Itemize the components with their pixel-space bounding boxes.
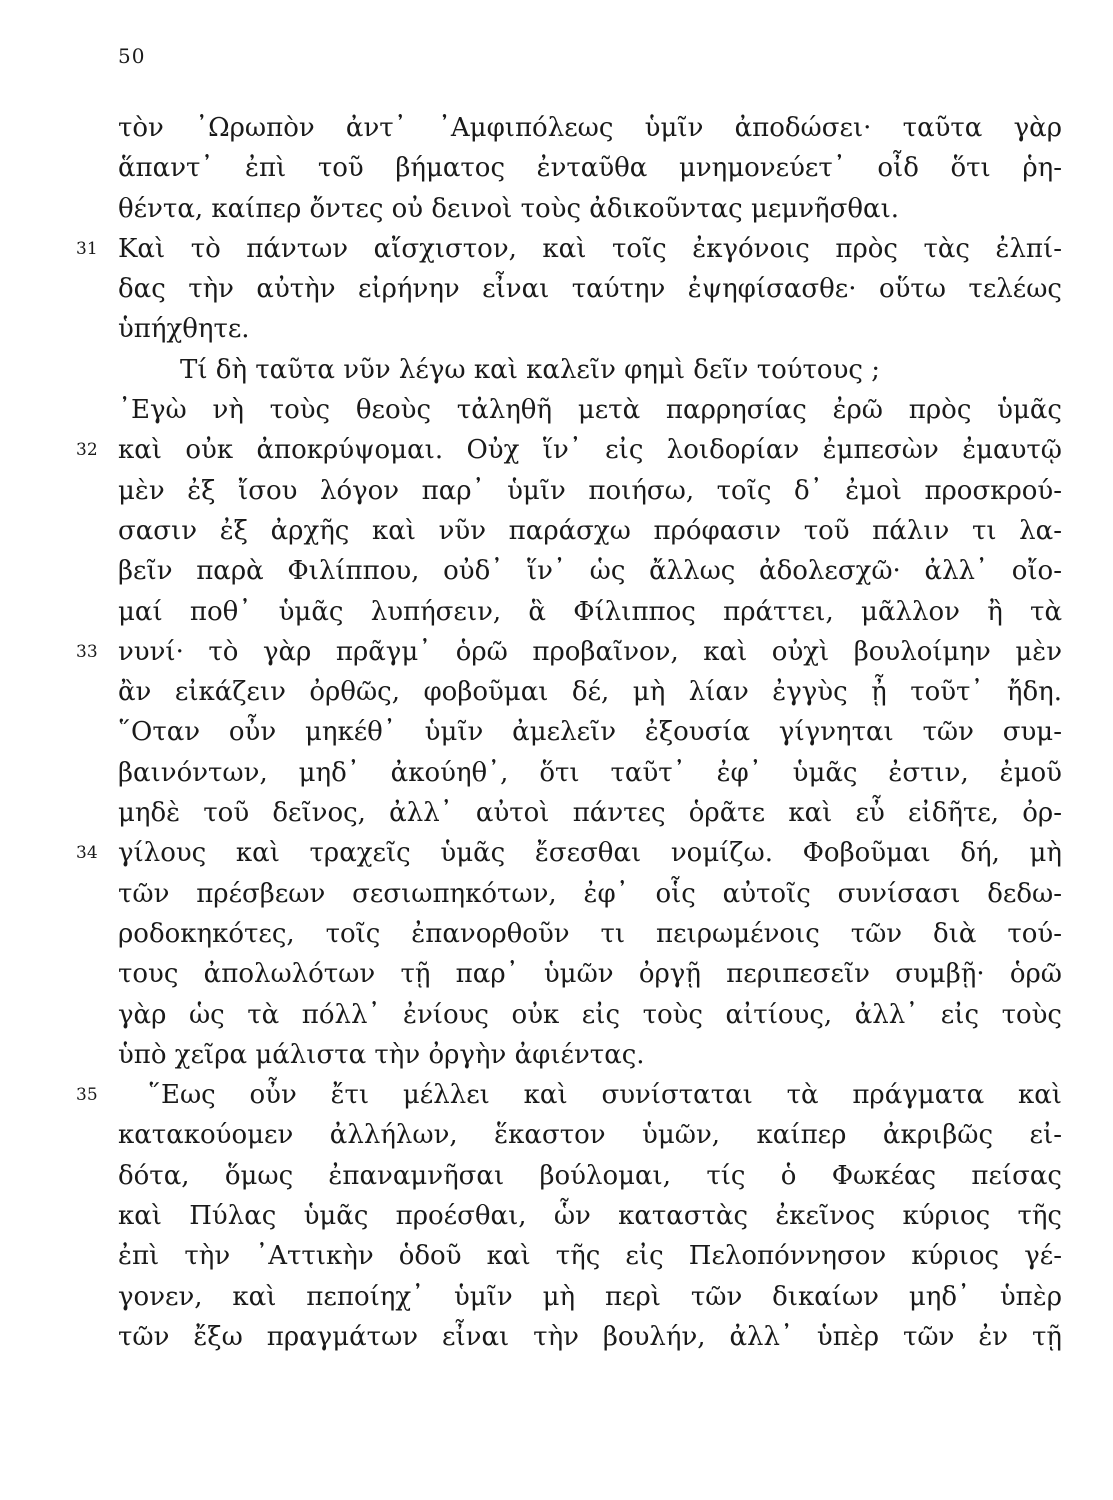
text-line xyxy=(0,833,1113,873)
text-line xyxy=(0,753,1113,793)
text-line xyxy=(0,1156,1113,1196)
text-line xyxy=(0,874,1113,914)
section-number: 35 xyxy=(76,1085,98,1106)
line-text: καὶ Πύλας ὑμᾶς προέσθαι, ὧν καταστὰς ἐκεῖνος κύριος τῆς xyxy=(118,1201,1062,1232)
line-text: μὲν ἐξ ἴσου λόγον παρ᾿ ὑμῖν ποιήσω, τοῖς δ᾿ ἐμοὶ προσκρού- xyxy=(118,475,1062,506)
text-line xyxy=(0,511,1113,551)
text-line xyxy=(0,229,1113,269)
line-text: ὑπήχθητε. xyxy=(118,314,250,345)
text-line xyxy=(0,350,1113,390)
text-line xyxy=(0,1075,1113,1115)
line-text: ῞Οταν οὖν μηκέθ᾿ ὑμῖν ἀμελεῖν ἐξουσία γίγνηται τῶν συμ- xyxy=(118,717,1062,748)
text-line xyxy=(0,712,1113,752)
line-text: ᾿Εγὼ νὴ τοὺς θεοὺς τἀληθῆ μετὰ παρρησίας ἐρῶ πρὸς ὑμᾶς xyxy=(118,395,1062,426)
text-line xyxy=(0,1035,1113,1075)
line-text: Καὶ τὸ πάντων αἴσχιστον, καὶ τοῖς ἐκγόνοις πρὸς τὰς ἐλπί- xyxy=(118,233,1062,264)
line-text: ἐπὶ τὴν ᾿Αττικὴν ὁδοῦ καὶ τῆς εἰς Πελοπόννησον κύριος γέ- xyxy=(118,1241,1062,1272)
text-line xyxy=(0,551,1113,591)
line-text: καὶ οὐκ ἀποκρύψομαι. Οὐχ ἵν᾿ εἰς λοιδορίαν ἐμπεσὼν ἐμαυτῷ xyxy=(118,435,1062,466)
text-line xyxy=(0,672,1113,712)
text-line xyxy=(0,430,1113,470)
line-text: δότα, ὅμως ἐπαναμνῆσαι βούλομαι, τίς ὁ Φωκέας πείσας xyxy=(118,1160,1062,1191)
text-line xyxy=(0,1236,1113,1276)
text-line xyxy=(0,309,1113,349)
text-line xyxy=(0,954,1113,994)
text-line xyxy=(0,1317,1113,1357)
text-line xyxy=(0,592,1113,632)
line-text: μηδὲ τοῦ δεῖνος, ἀλλ᾿ αὐτοὶ πάντες ὁρᾶτε καὶ εὖ εἰδῆτε, ὀρ- xyxy=(118,798,1062,829)
line-text: γίλους καὶ τραχεῖς ὑμᾶς ἔσεσθαι νομίζω. Φοβοῦμαι δή, μὴ xyxy=(118,838,1062,869)
section-number: 32 xyxy=(76,440,98,461)
line-text: ἅπαντ᾿ ἐπὶ τοῦ βήματος ἐνταῦθα μνημονεύετ᾿ οἶδ ὅτι ῥη- xyxy=(118,153,1062,184)
section-number: 33 xyxy=(76,641,98,662)
text-line xyxy=(0,269,1113,309)
text-line xyxy=(0,148,1113,188)
line-text: ῞Εως οὖν ἔτι μέλλει καὶ συνίσταται τὰ πράγματα καὶ xyxy=(148,1080,1062,1111)
line-text: τὸν ᾿Ωρωπὸν ἀντ᾿ ᾿Αμφιπόλεως ὑμῖν ἀποδώσει· ταῦτα γὰρ xyxy=(118,113,1062,143)
line-text: ὑπὸ χεῖρα μάλιστα τὴν ὀργὴν ἀφιέντας. xyxy=(118,1039,645,1070)
text-line xyxy=(0,1115,1113,1155)
page-number: 50 xyxy=(118,44,146,68)
line-text: σασιν ἐξ ἀρχῆς καὶ νῦν παράσχω πρόφασιν τοῦ πάλιν τι λα- xyxy=(118,515,1062,546)
line-text: θέντα, καίπερ ὄντες οὐ δεινοὶ τοὺς ἀδικοῦντας μεμνῆσθαι. xyxy=(118,193,900,224)
line-text: μαί ποθ᾿ ὑμᾶς λυπήσειν, ἃ Φίλιππος πράττει, μᾶλλον ἢ τὰ xyxy=(118,596,1062,627)
text-line xyxy=(0,390,1113,430)
text-line xyxy=(0,995,1113,1035)
section-number: 34 xyxy=(76,843,98,864)
text-line xyxy=(0,1277,1113,1317)
line-text: δας τὴν αὐτὴν εἰρήνην εἶναι ταύτην ἐψηφίσασθε· οὕτω τελέως xyxy=(118,274,1062,305)
text-line xyxy=(0,793,1113,833)
line-text: τῶν ἔξω πραγμάτων εἶναι τὴν βουλήν, ἀλλ᾿ ὑπὲρ τῶν ἐν τῇ xyxy=(118,1321,1062,1352)
line-text: Τί δὴ ταῦτα νῦν λέγω καὶ καλεῖν φημὶ δεῖν τούτους ; xyxy=(180,354,880,385)
text-line xyxy=(0,471,1113,511)
text-line xyxy=(0,914,1113,954)
text-line xyxy=(0,632,1113,672)
text-line xyxy=(0,189,1113,229)
line-text: τῶν πρέσβεων σεσιωπηκότων, ἐφ᾿ οἷς αὐτοῖς συνίσασι δεδω- xyxy=(118,878,1062,909)
line-text: νυνί· τὸ γὰρ πρᾶγμ᾿ ὁρῶ προβαῖνον, καὶ οὐχὶ βουλοίμην μὲν xyxy=(118,636,1062,667)
section-number: 31 xyxy=(76,238,98,259)
line-text: γὰρ ὡς τὰ πόλλ᾿ ἐνίους οὐκ εἰς τοὺς αἰτίους, ἀλλ᾿ εἰς τοὺς xyxy=(118,999,1062,1030)
text-line xyxy=(0,108,1113,148)
line-text: κατακούομεν ἀλλήλων, ἕκαστον ὑμῶν, καίπερ ἀκριβῶς εἰ- xyxy=(118,1120,1062,1151)
body-text xyxy=(0,108,1113,1357)
line-text: τους ἀπολωλότων τῇ παρ᾿ ὑμῶν ὀργῇ περιπεσεῖν συμβῇ· ὁρῶ xyxy=(118,959,1062,990)
line-text: βαινόντων, μηδ᾿ ἀκούηθ᾿, ὅτι ταῦτ᾿ ἐφ᾿ ὑμᾶς ἐστιν, ἐμοῦ xyxy=(118,757,1062,788)
line-text: γονεν, καὶ πεποίηχ᾿ ὑμῖν μὴ περὶ τῶν δικαίων μηδ᾿ ὑπὲρ xyxy=(118,1281,1062,1312)
line-text: βεῖν παρὰ Φιλίππου, οὐδ᾿ ἵν᾿ ὡς ἄλλως ἀδολεσχῶ· ἀλλ᾿ οἴο- xyxy=(118,556,1062,587)
text-line xyxy=(0,1196,1113,1236)
line-text: ροδοκηκότες, τοῖς ἐπανορθοῦν τι πειρωμένοις τῶν διὰ τού- xyxy=(118,918,1062,949)
line-text: ἂν εἰκάζειν ὀρθῶς, φοβοῦμαι δέ, μὴ λίαν ἐγγὺς ᾖ τοῦτ᾿ ἤδη. xyxy=(118,677,1062,708)
